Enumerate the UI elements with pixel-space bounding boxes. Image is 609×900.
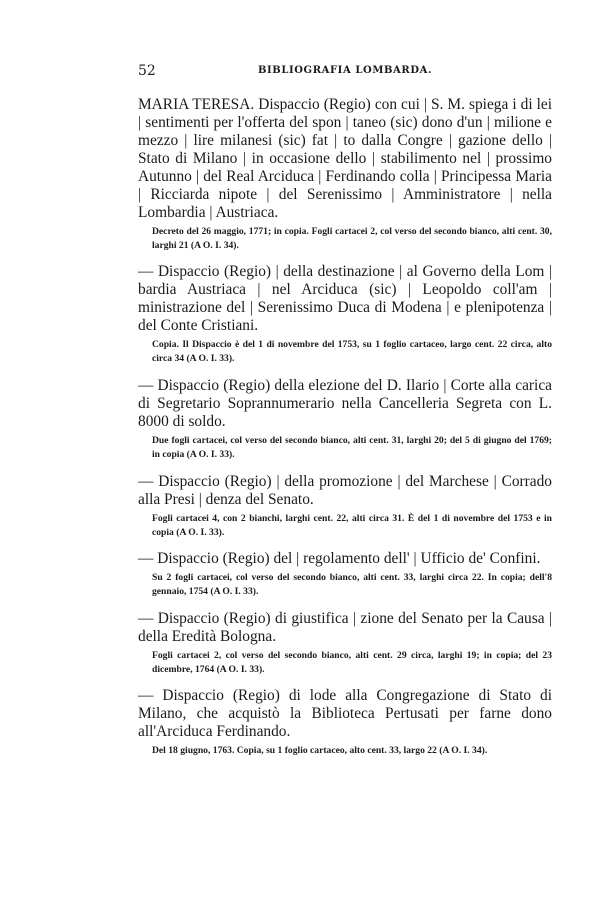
bibliography-entry bbox=[138, 96, 552, 253]
bibliography-entry bbox=[138, 550, 552, 599]
entry-text: — Dispaccio (Regio) di giustifica | zione del Senato per la Causa | della Eredità Bologna. bbox=[138, 610, 552, 645]
bibliography-entry bbox=[138, 473, 552, 540]
entry-text: — Dispaccio (Regio) del | regolamento dell' | Ufficio de' Confini. bbox=[138, 550, 541, 567]
entry-note: Due fogli cartacei, col verso del secondo bianco, alti cent. 31, larghi 20; del 5 di giugno del 1769; in copia (A O. I. 33). bbox=[152, 435, 552, 460]
entry-text: — Dispaccio (Regio) | della promozione | del Marchese | Corrado alla Presi | denza del Senato. bbox=[138, 473, 552, 508]
entry-text: MARIA TERESA. Dispaccio (Regio) con cui | S. M. spiega i di lei | sentimenti per l'offerta del spon | taneo (sic) dono d'un | milione e mezzo | lire milanesi (sic) fat | to dalla Congre | gazione dello | Stato di Milano | in occasione dello | stabilimento nel | prossimo Autunno | del Real Arciduca | Ferdinando colla | Principessa Maria | Ricciarda nipote | del Serenissimo | Amministratore | nella Lombardia | Austriaca. bbox=[138, 96, 552, 221]
bibliography-entry bbox=[138, 687, 552, 758]
entry-text: — Dispaccio (Regio) | della destinazione | al Governo della Lom | bardia Austriaca | nel Arciduca (sic) | Leopoldo coll'am | ministrazione del | Serenissimo Duca di Modena | e plenipotenza | del Conte Cristiani. bbox=[138, 263, 552, 334]
running-title: BIBLIOGRAFIA LOMBARDA. bbox=[257, 65, 433, 76]
entry-text: — Dispaccio (Regio) di lode alla Congregazione di Stato di Milano, che acquistò la Biblioteca Pertusati per farne dono all'Arciduca Ferdinando. bbox=[138, 687, 552, 740]
page-body bbox=[138, 96, 552, 758]
entry-note: Decreto del 26 maggio, 1771; in copia. Fogli cartacei 2, col verso del secondo bianco, alti cent. 30, larghi 21 (A O. I. 34). bbox=[152, 226, 552, 251]
bibliography-entry bbox=[138, 377, 552, 462]
entry-note: Del 18 giugno, 1763. Copia, su 1 foglio cartaceo, alto cent. 33, largo 22 (A O. I. 34). bbox=[152, 745, 488, 756]
entry-note: Fogli cartacei 2, col verso del secondo bianco, alti cent. 29 circa, larghi 19; in copia; del 23 dicembre, 1764 (A O. I. 33). bbox=[152, 650, 552, 675]
entry-note: Fogli cartacei 4, con 2 bianchi, larghi cent. 22, alti circa 31. È del 1 di novembre del 1753 e in copia (A O. I. 33). bbox=[152, 513, 552, 538]
entry-text: — Dispaccio (Regio) della elezione del D. Ilario | Corte alla carica di Segretario Soprannumerario nella Cancelleria Segreta con L. 8000 di soldo. bbox=[138, 377, 552, 430]
bibliography-entry bbox=[138, 263, 552, 366]
page-number: 52 bbox=[138, 63, 156, 79]
page-header bbox=[138, 63, 552, 81]
bibliography-entry bbox=[138, 610, 552, 677]
entry-note: Su 2 fogli cartacei, col verso del secondo bianco, alti cent. 33, larghi circa 22. In copia; dell'8 gennaio, 1754 (A O. I. 33). bbox=[152, 572, 552, 597]
entry-note: Copia. Il Dispaccio è del 1 di novembre del 1753, su 1 foglio cartaceo, largo cent. 22 circa, alto circa 34 (A O. I. 33). bbox=[152, 339, 552, 364]
